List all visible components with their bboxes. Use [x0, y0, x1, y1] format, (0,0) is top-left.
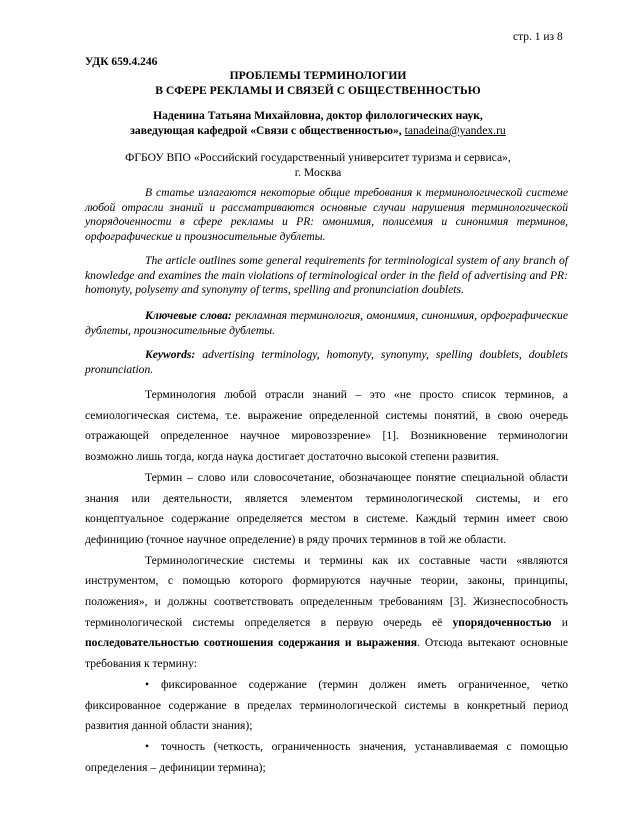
keywords-en-text: advertising terminology, homonyty, synonymy, spelling doublets, doublets pronunciation.	[85, 348, 568, 376]
title-line-1: ПРОБЛЕМЫ ТЕРМИНОЛОГИИ	[229, 69, 407, 82]
author-line-1: Наденина Татьяна Михайловна, доктор филологических наук,	[153, 109, 483, 122]
paragraph-1: Терминология любой отрасли знаний – это «не просто список терминов, а семиологическая система, т.е. выражение определенной системы понятий, в свою очередь отражающей определенное научное мировоззрение» [1]. Возникновение терминологии возможно лишь тогда, когда наука достигает достаточно высокой степени развития.	[85, 388, 568, 464]
author-email-link[interactable]: tanadeina@yandex.ru	[404, 124, 506, 137]
author-line-2	[85, 123, 551, 138]
body-text	[85, 385, 568, 778]
bullet-dot-icon: •	[145, 677, 150, 691]
conjunction: и	[561, 615, 568, 629]
term-consistency: последовательностью соотношения содержания и выражения	[85, 636, 418, 650]
bullet-item-1-text: фиксированное содержание (термин должен иметь ограниченное, четко фиксированное содержание в пределах терминологической системы в конкретный период развития данной области знания);	[85, 677, 568, 733]
affiliation-line-2: г. Москва	[294, 166, 342, 179]
term-orderliness: упорядоченностью	[452, 615, 552, 629]
author-block	[85, 108, 551, 138]
udk-code: УДК 659.4.246	[85, 56, 158, 68]
keywords-english	[85, 347, 568, 377]
abstract-english: The article outlines some general requirements for terminological system of any branch of knowledge and examines the main violations of terminological order in the field of advertising and PR: homonyty, polysemy and synonymy of terms, spelling and pronunciation doublets.	[85, 254, 568, 297]
bullet-item-2	[85, 737, 568, 778]
abstract-russian: В статье излагаются некоторые общие требования к терминологической системе любой отрасли знаний и рассматриваются основные случаи нарушения терминологической упорядоченности в сфере рекламы и PR: омонимия, полисемия и синонимия терминов, орфографические и произносительные дублеты.	[85, 186, 568, 243]
keywords-text: рекламная терминология, омонимия, синонимия, орфографические дублеты, произносительные дублеты.	[85, 309, 568, 337]
bullet-item-1	[85, 675, 568, 737]
paragraph-2: Термин – слово или словосочетание, обозначающее понятие специальной области знания или деятельности, является элементом терминологической системы, и его концептуальное содержание определяется местом в системе. Каждый термин имеет свою дефиницию (точное научное определение) в ряду прочих терминов в той же области.	[85, 470, 568, 546]
author-position: заведующая кафедрой «Связи с общественностью»,	[130, 124, 402, 137]
page-number: стр. 1 из 8	[513, 31, 563, 43]
keywords-russian	[85, 308, 568, 338]
paragraph-3-end: . Отсюда вытекают основные требования к термину:	[85, 636, 568, 671]
title-line-2: В СФЕРЕ РЕКЛАМЫ И СВЯЗЕЙ С ОБЩЕСТВЕННОСТЬЮ	[155, 84, 481, 97]
keywords-label: Ключевые слова:	[145, 309, 232, 322]
bullet-item-2-text: точность (четкость, ограниченность значения, устанавливаемая с помощью определения – дефиниции термина);	[85, 739, 568, 774]
affiliation	[85, 150, 551, 180]
bullet-dot-icon: •	[145, 739, 150, 753]
article-title	[85, 68, 551, 98]
keywords-en-label: Keywords:	[145, 348, 196, 361]
affiliation-line-1: ФГБОУ ВПО «Российский государственный университет туризма и сервиса»,	[125, 151, 511, 164]
paragraph-3-text: Терминологические системы и термины как их составные части «являются инструментом, с помощью которого формируются научные теории, законы, принципы, положения», и должны соответствовать определенным требованиям [3]. Жизнеспособность терминологической системы определяется в первую очередь её	[85, 553, 568, 629]
paragraph-3	[85, 551, 568, 675]
